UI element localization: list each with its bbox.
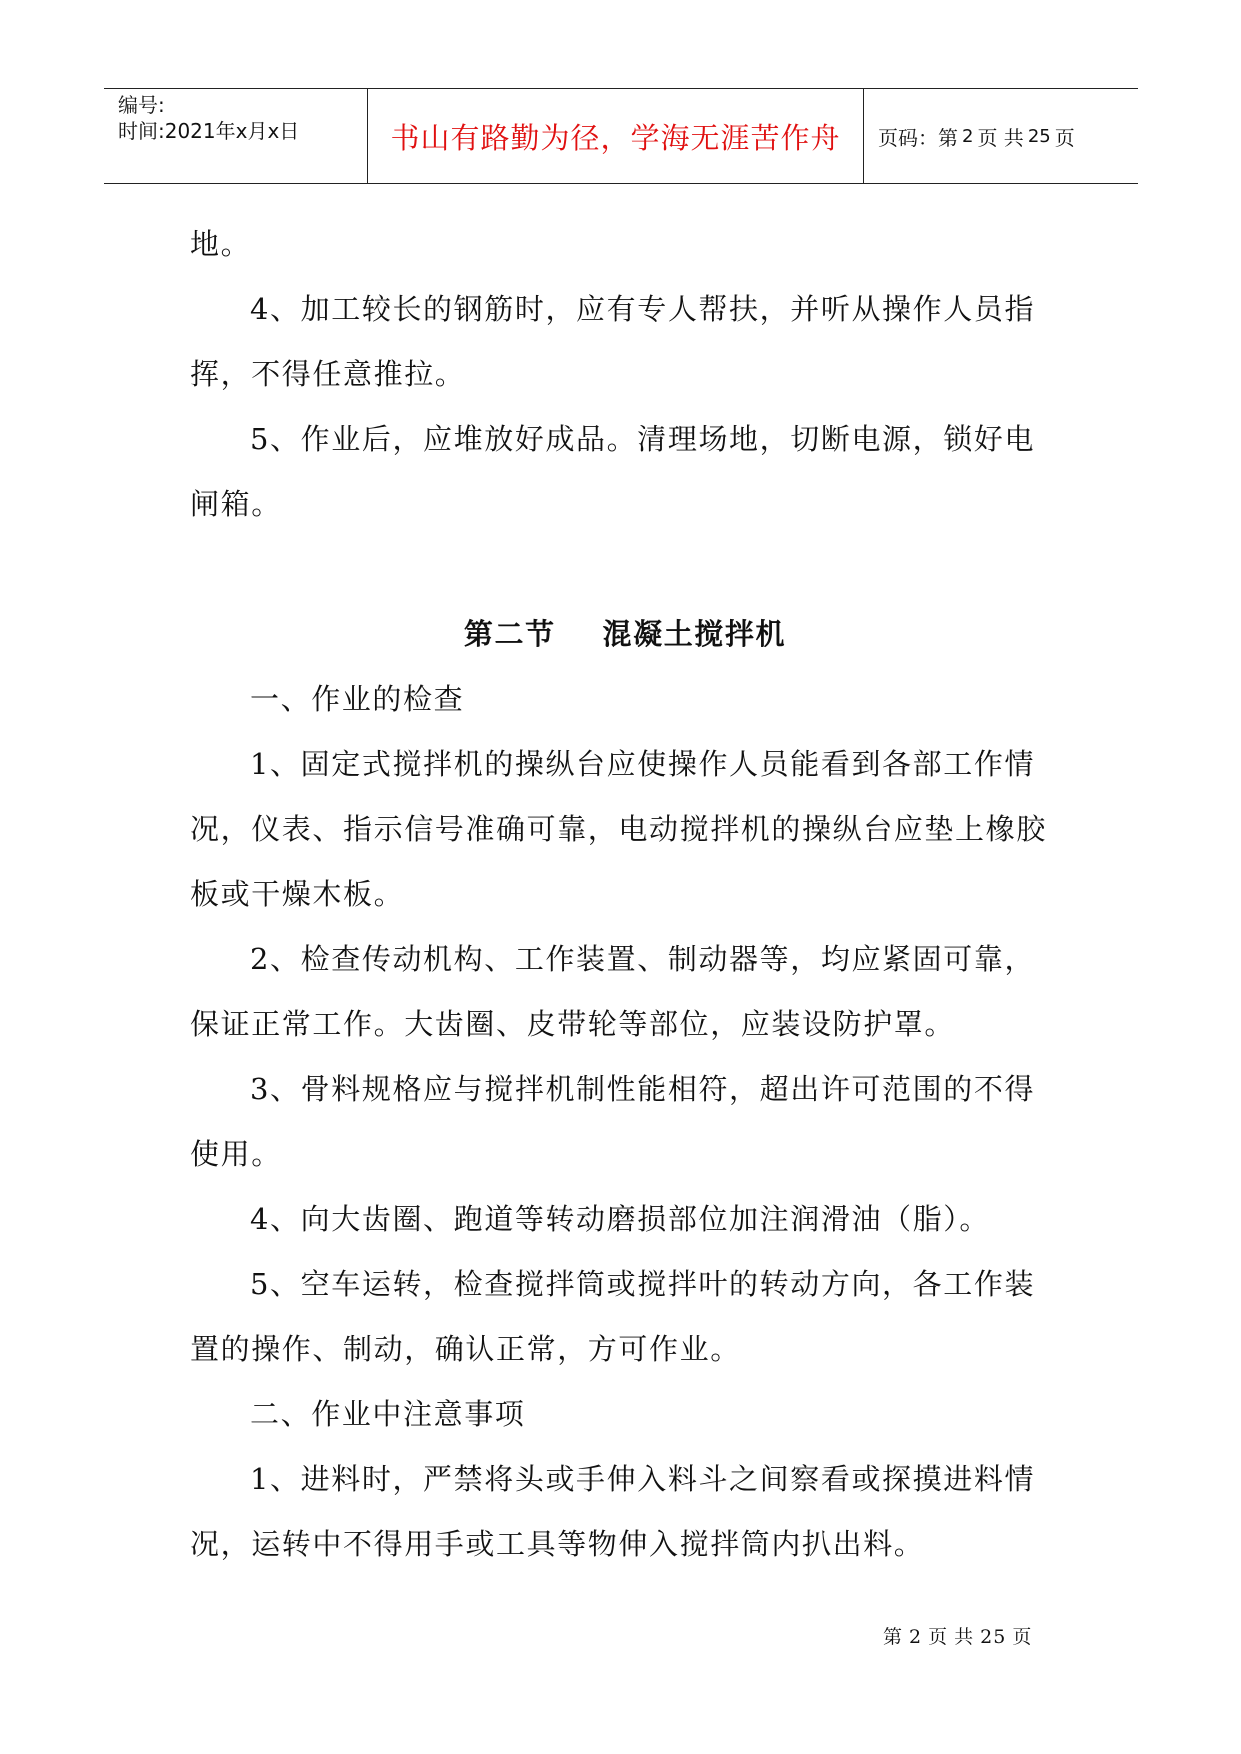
footer-total-pages: 25: [980, 1626, 1007, 1648]
paragraph-continuation: 闸箱。: [190, 487, 282, 521]
paragraph: 5、空车运转，检查搅拌筒或搅拌叶的转动方向，各工作装: [250, 1267, 1036, 1301]
page-total-number: 25: [1027, 125, 1051, 147]
footer-ye-end: 页: [1012, 1626, 1033, 1648]
header-page-cell: [864, 89, 1138, 183]
header-motto-cell: [368, 89, 864, 183]
paragraph-continuation: 保证正常工作。大齿圈、皮带轮等部位，应装设防护罩。: [190, 1007, 956, 1041]
paragraph: 4、向大齿圈、跑道等转动磨损部位加注润滑油（脂）。: [250, 1202, 990, 1236]
date-label: 时间:2021年x月x日: [118, 119, 300, 143]
section-title: 第二节 混凝土搅拌机: [463, 617, 787, 651]
footer-di: 第: [883, 1626, 904, 1648]
footer-gong: 共: [954, 1626, 975, 1648]
header-meta-cell: [104, 89, 368, 183]
paragraph: 1、固定式搅拌机的操纵台应使操作人员能看到各部工作情: [250, 747, 1036, 781]
paragraph-continuation: 地。: [190, 227, 252, 261]
page-mid: 页 共: [977, 125, 1024, 150]
page-prefix: 页码：第: [878, 125, 958, 150]
subsection-heading: 二、作业中注意事项: [250, 1397, 526, 1431]
paragraph: 1、进料时，严禁将头或手伸入料斗之间察看或探摸进料情: [250, 1462, 1036, 1496]
document-body: [190, 212, 1060, 1577]
paragraph: 4、加工较长的钢筋时，应有专人帮扶，并听从操作人员指: [250, 292, 1036, 326]
page-footer: [880, 1622, 1080, 1649]
header-motto: 书山有路勤为径，学海无涯苦作舟: [390, 120, 841, 155]
subsection-heading: 一、作业的检查: [250, 682, 465, 716]
page-suffix: 页: [1054, 125, 1075, 150]
paragraph: 3、骨料规格应与搅拌机制性能相符，超出许可范围的不得: [250, 1072, 1036, 1106]
paragraph-continuation: 况，仪表、指示信号准确可靠，电动搅拌机的操纵台应垫上橡胶: [190, 812, 1047, 846]
paragraph-continuation: 使用。: [190, 1137, 282, 1171]
paragraph: 5、作业后，应堆放好成品。清理场地，切断电源，锁好电: [250, 422, 1036, 456]
page-header: [104, 88, 1138, 184]
footer-ye: 页: [928, 1626, 949, 1648]
serial-number-label: 编号:: [118, 93, 165, 117]
paragraph: 2、检查传动机构、工作装置、制动器等，均应紧固可靠，: [250, 942, 1036, 976]
footer-current-page: 2: [909, 1626, 923, 1648]
page-current-number: 2: [962, 125, 974, 147]
paragraph-continuation: 置的操作、制动，确认正常，方可作业。: [190, 1332, 741, 1366]
paragraph-continuation: 挥，不得任意推拉。: [190, 357, 466, 391]
paragraph-continuation: 况，运转中不得用手或工具等物伸入搅拌筒内扒出料。: [190, 1527, 925, 1561]
paragraph-continuation: 板或干燥木板。: [190, 877, 405, 911]
